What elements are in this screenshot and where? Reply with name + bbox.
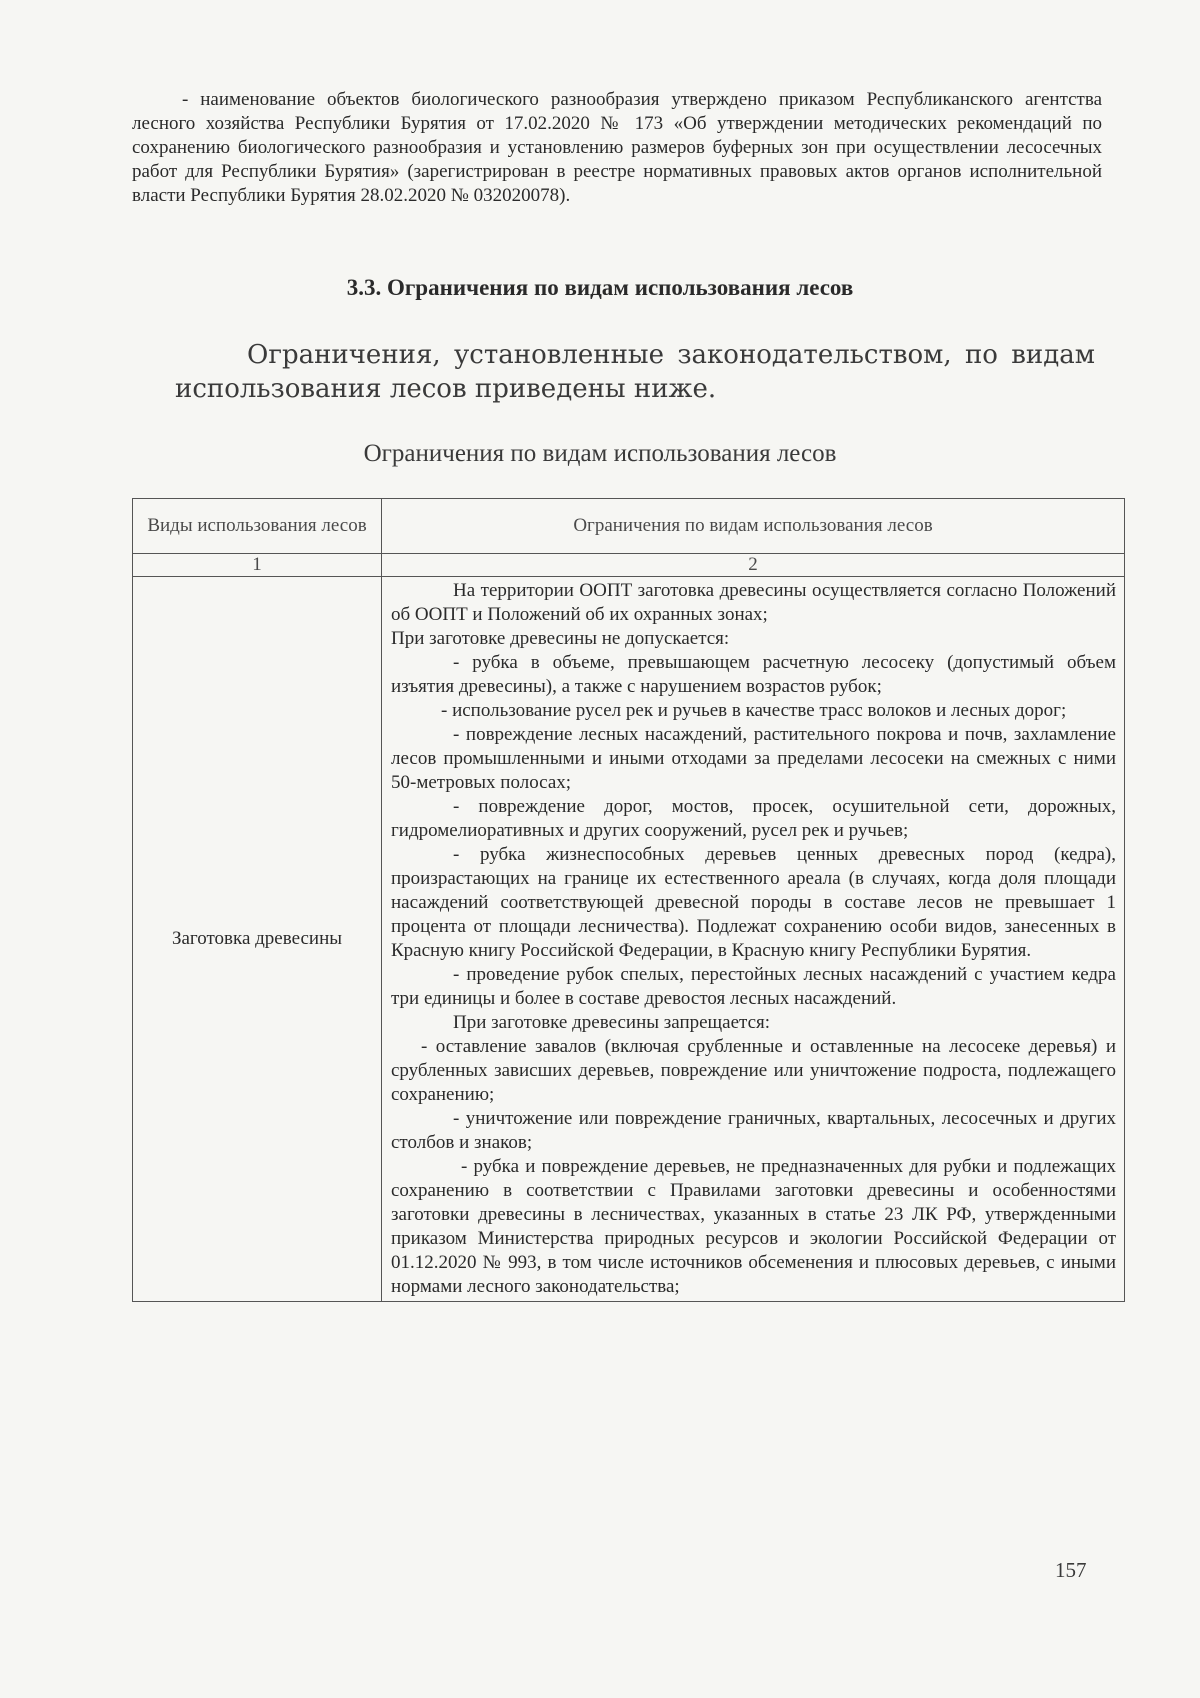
header-forest-use-types: Виды использования лесов: [133, 499, 382, 554]
restriction-paragraph: - рубка и повреждение деревьев, не предназначенных для рубки и подлежащих сохранению в соответствии с Правилами заготовки древесины и особенностями заготовки древесины в лесничествах, указанных в статье 23 ЛК РФ, утвержденными приказом Министерства природных ресурсов и экологии Российской Федерации от 01.12.2020 № 993, в том числе источников обсеменения и плюсовых деревьев, с иными нормами лесного законодательства;: [391, 1156, 1116, 1297]
section-heading: 3.3. Ограничения по видам использования лесов: [346, 275, 854, 300]
restriction-paragraph: При заготовке древесины запрещается:: [453, 1012, 771, 1033]
column-number-1: 1: [133, 554, 382, 577]
restriction-paragraph: - проведение рубок спелых, перестойных лесных насаждений с участием кедра три единицы и более в составе древостоя лесных насаждений.: [391, 964, 1116, 1009]
restriction-paragraph: - повреждение дорог, мостов, просек, осушительной сети, дорожных, гидромелиоративных и других сооружений, русел рек и ручьев;: [391, 796, 1116, 841]
lead-paragraph: Ограничения, установленные законодательством, по видам использования лесов приведены ниже.: [175, 340, 1095, 404]
restriction-paragraph: - оставление завалов (включая срубленные и оставленные на лесосеке деревья) и срубленных зависших деревьев, повреждение или уничтожение подроста, подлежащего сохранению;: [391, 1036, 1116, 1105]
restrictions-cell: [382, 577, 1125, 1302]
restriction-paragraph: - рубка в объеме, превышающем расчетную лесосеку (допустимый объем изъятия древесины), а также с нарушением возрастов рубок;: [391, 652, 1116, 697]
restriction-paragraph: При заготовке древесины не допускается:: [391, 628, 730, 649]
table-row: [133, 577, 1125, 1302]
restriction-paragraph: На территории ООПТ заготовка древесины осуществляется согласно Положений об ООПТ и Положений об их охранных зонах;: [391, 580, 1116, 625]
restriction-paragraph: - использование русел рек и ручьев в качестве трасс волоков и лесных дорог;: [441, 700, 1067, 721]
page-number: 157: [1055, 1558, 1087, 1582]
restriction-paragraph: - повреждение лесных насаждений, растительного покрова и почв, захламление лесов промышленными и иными отходами за пределами лесосеки на смежных с ними 50-метровых полосах;: [391, 724, 1116, 793]
column-number-2: 2: [382, 554, 1125, 577]
restriction-paragraph: - рубка жизнеспособных деревьев ценных древесных пород (кедра), произрастающих на границе их естественного ареала (в случаях, когда доля площади насаждений соответствующей древесной породы в составе лесов не превышает 1 процента от площади лесничества). Подлежат сохранению особи видов, занесенных в Красную книгу Российской Федерации, в Красную книгу Республики Бурятия.: [391, 844, 1116, 961]
intro-paragraph: - наименование объектов биологического разнообразия утверждено приказом Республиканского агентства лесного хозяйства Республики Бурятия от 17.02.2020 № 173 «Об утверждении методических рекомендаций по сохранению биологического разнообразия и установлению размеров буферных зон при осуществлении лесосечных работ для Республики Бурятия» (зарегистрирован в реестре нормативных правовых актов органов исполнительной власти Республики Бурятия 28.02.2020 № 032020078).: [132, 89, 1102, 206]
forest-use-type-cell: Заготовка древесины: [133, 577, 382, 1302]
header-restrictions: Ограничения по видам использования лесов: [382, 499, 1125, 554]
table-number-row: [133, 554, 1125, 577]
restrictions-table: [132, 498, 1125, 1302]
table-header-row: [133, 499, 1125, 554]
table-title: Ограничения по видам использования лесов: [363, 440, 837, 467]
restriction-paragraph: - уничтожение или повреждение граничных, квартальных, лесосечных и других столбов и знаков;: [391, 1108, 1116, 1153]
